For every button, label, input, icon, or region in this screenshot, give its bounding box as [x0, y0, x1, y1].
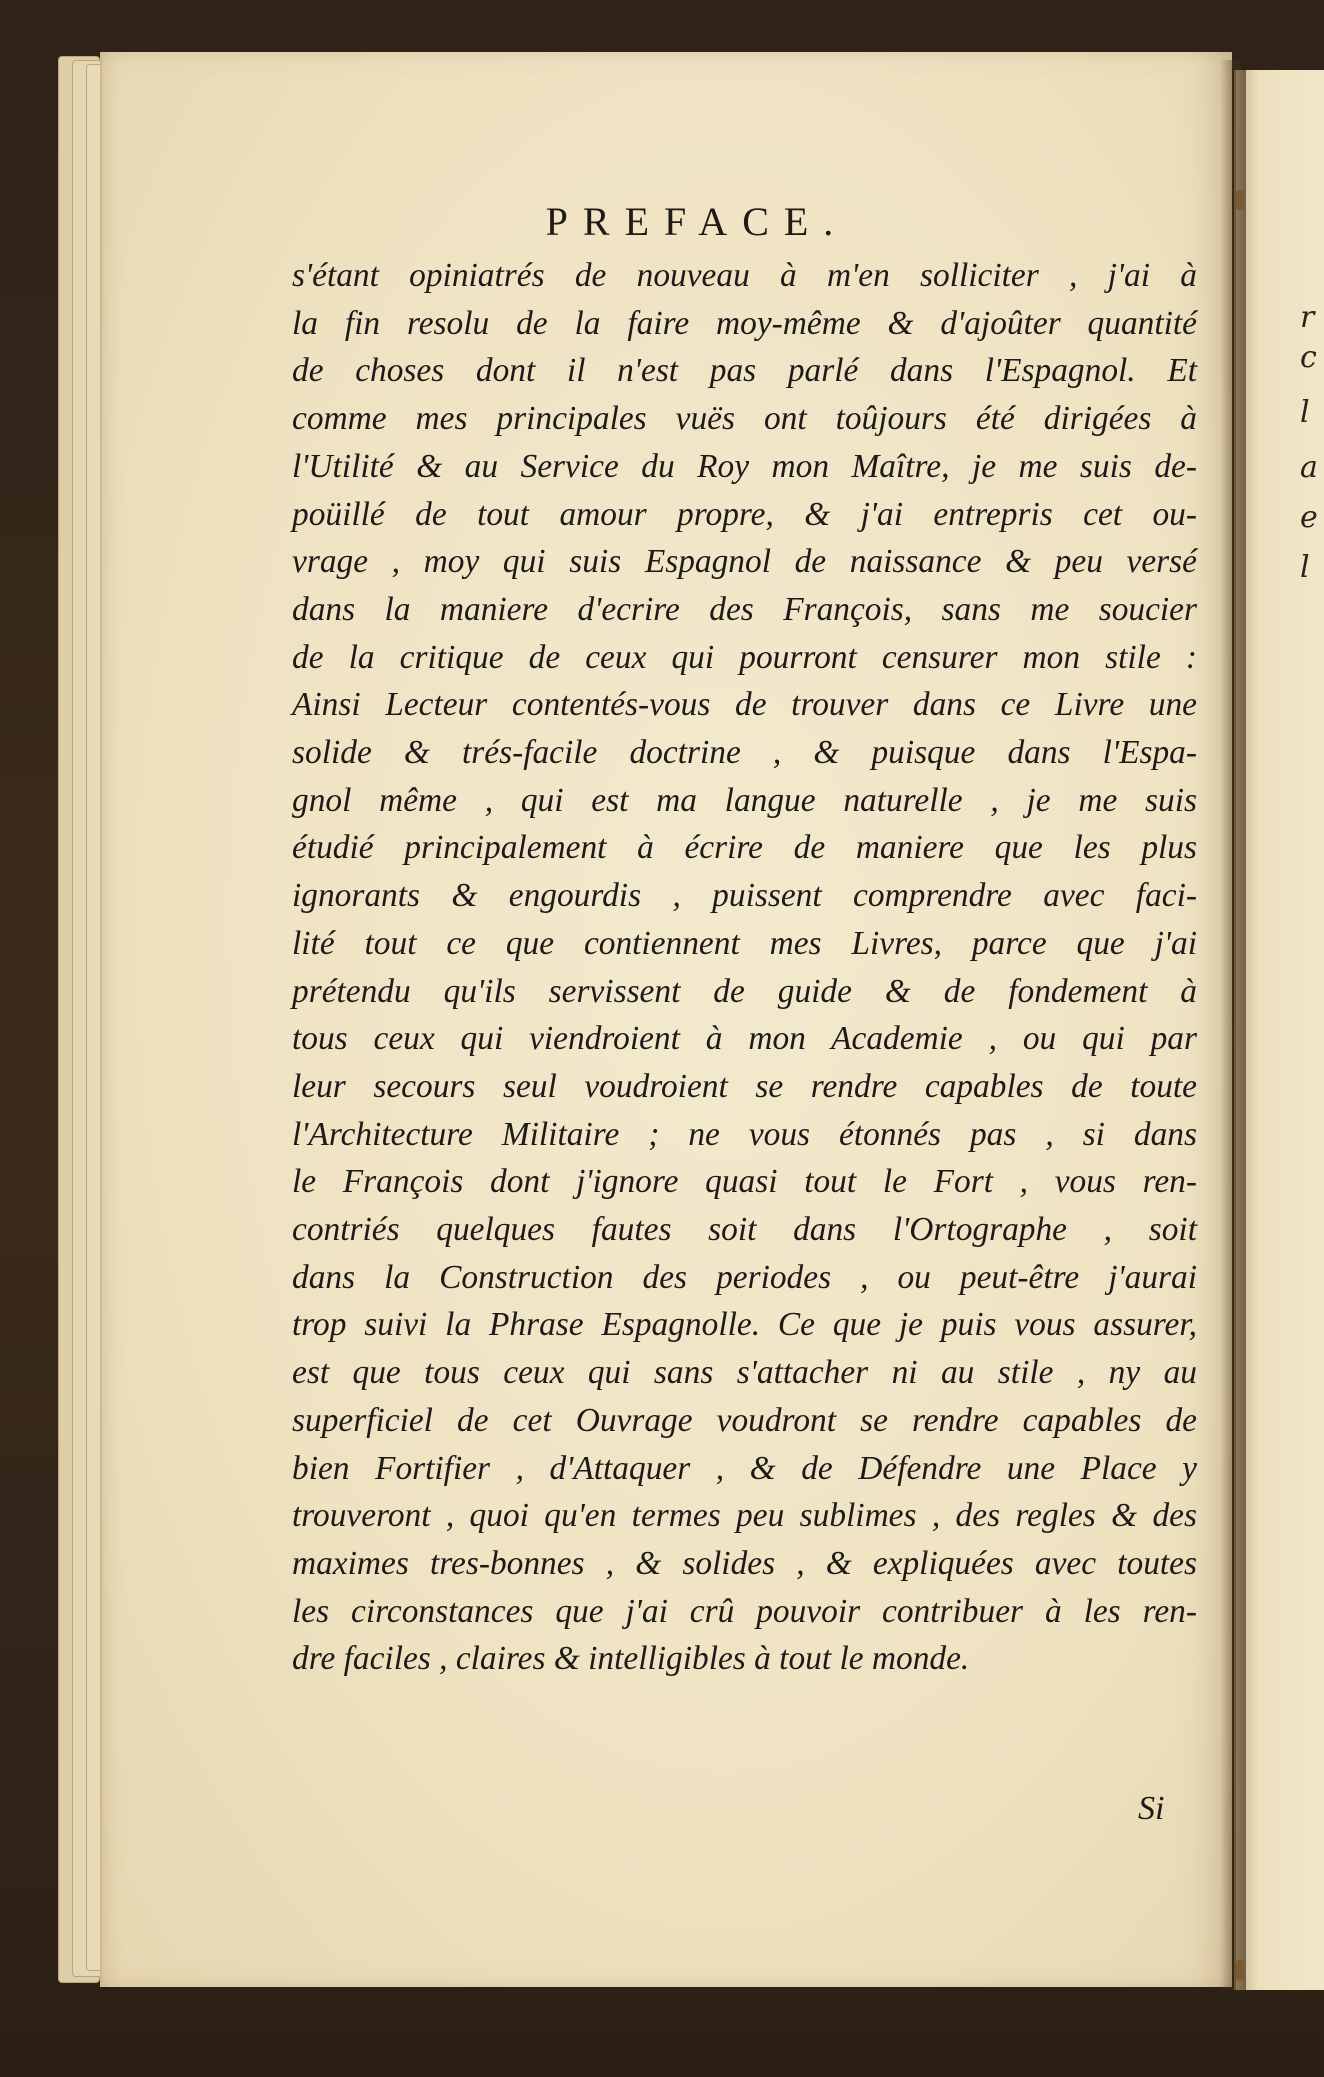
binding-thread — [1236, 1960, 1244, 1980]
text-line: la fin resolu de la faire moy-même & d'ajoûter quantité — [292, 304, 1197, 342]
text-line: vrage , moy qui suis Espagnol de naissance & peu versé — [292, 543, 1197, 581]
text-line: s'étant opiniatrés de nouveau à m'en solliciter , j'ai à — [292, 257, 1197, 294]
text-line: contriés quelques fautes soit dans l'Ortographe , soit — [292, 1211, 1197, 1249]
text-line: l'Utilité & au Service du Roy mon Maître, je me suis de- — [292, 447, 1197, 485]
text-line: est que tous ceux qui sans s'attacher ni au stile , ny au — [292, 1354, 1197, 1392]
text-line: leur secours seul voudroient se rendre capables de toute — [292, 1067, 1197, 1105]
text-line: lité tout ce que contiennent mes Livres, parce que j'ai — [292, 924, 1197, 962]
text-line: dans la Construction des periodes , ou peut-être j'aurai — [292, 1258, 1197, 1296]
text-line: superficiel de cet Ouvrage voudront se rendre capables de — [292, 1401, 1197, 1439]
facing-page-glyph: r — [1300, 300, 1315, 335]
text-line: le François dont j'ignore quasi tout le Fort , vous ren- — [292, 1163, 1197, 1201]
text-line: l'Architecture Militaire ; ne vous étonnés pas , si dans — [292, 1115, 1197, 1153]
catchword: Si — [1138, 1790, 1165, 1827]
text-line: maximes tres-bonnes , & solides , & expliquées avec toutes — [292, 1544, 1197, 1582]
text-line: prétendu qu'ils servissent de guide & de fondement à — [292, 972, 1197, 1010]
text-line: de la critique de ceux qui pourront censurer mon stile : — [292, 638, 1197, 676]
facing-page-glyph: l — [1300, 395, 1310, 430]
text-line: trouveront , quoi qu'en termes peu sublimes , des regles & des — [292, 1497, 1197, 1535]
text-line: de choses dont il n'est pas parlé dans l'Espagnol. Et — [292, 352, 1197, 390]
text-line: comme mes principales vuës ont toûjours été dirigées à — [292, 400, 1197, 438]
text-line: ignorants & engourdis , puissent comprendre avec faci- — [292, 877, 1197, 915]
text-line: les circonstances que j'ai crû pouvoir contribuer à les ren- — [292, 1592, 1197, 1630]
text-line: bien Fortifier , d'Attaquer , & de Défendre une Place y — [292, 1449, 1197, 1487]
page-heading: PREFACE. — [545, 199, 849, 244]
facing-page-glyph: e — [1300, 500, 1318, 535]
text-line: dans la maniere d'ecrire des François, sans me soucier — [292, 590, 1197, 628]
text-line: gnol même , qui est ma langue naturelle , je me suis — [292, 781, 1197, 819]
text-line: poüillé de tout amour propre, & j'ai entrepris cet ou- — [292, 495, 1197, 533]
text-line: dre faciles , claires & intelligibles à tout le monde. — [292, 1640, 970, 1678]
facing-page-glyph: c — [1300, 340, 1317, 375]
text-line: étudié principalement à écrire de maniere que les plus — [292, 829, 1197, 867]
body-text — [292, 252, 1197, 1683]
book-gutter — [1220, 60, 1246, 1990]
text-line: Ainsi Lecteur contentés-vous de trouver dans ce Livre une — [292, 686, 1197, 724]
facing-page-glyph: l — [1300, 550, 1310, 585]
facing-page-glyph: a — [1300, 450, 1318, 485]
text-line: tous ceux qui viendroient à mon Academie , ou qui par — [292, 1020, 1197, 1058]
text-line: trop suivi la Phrase Espagnolle. Ce que je puis vous assurer, — [292, 1306, 1197, 1344]
text-line: solide & trés-facile doctrine , & puisque dans l'Espa- — [292, 734, 1197, 772]
